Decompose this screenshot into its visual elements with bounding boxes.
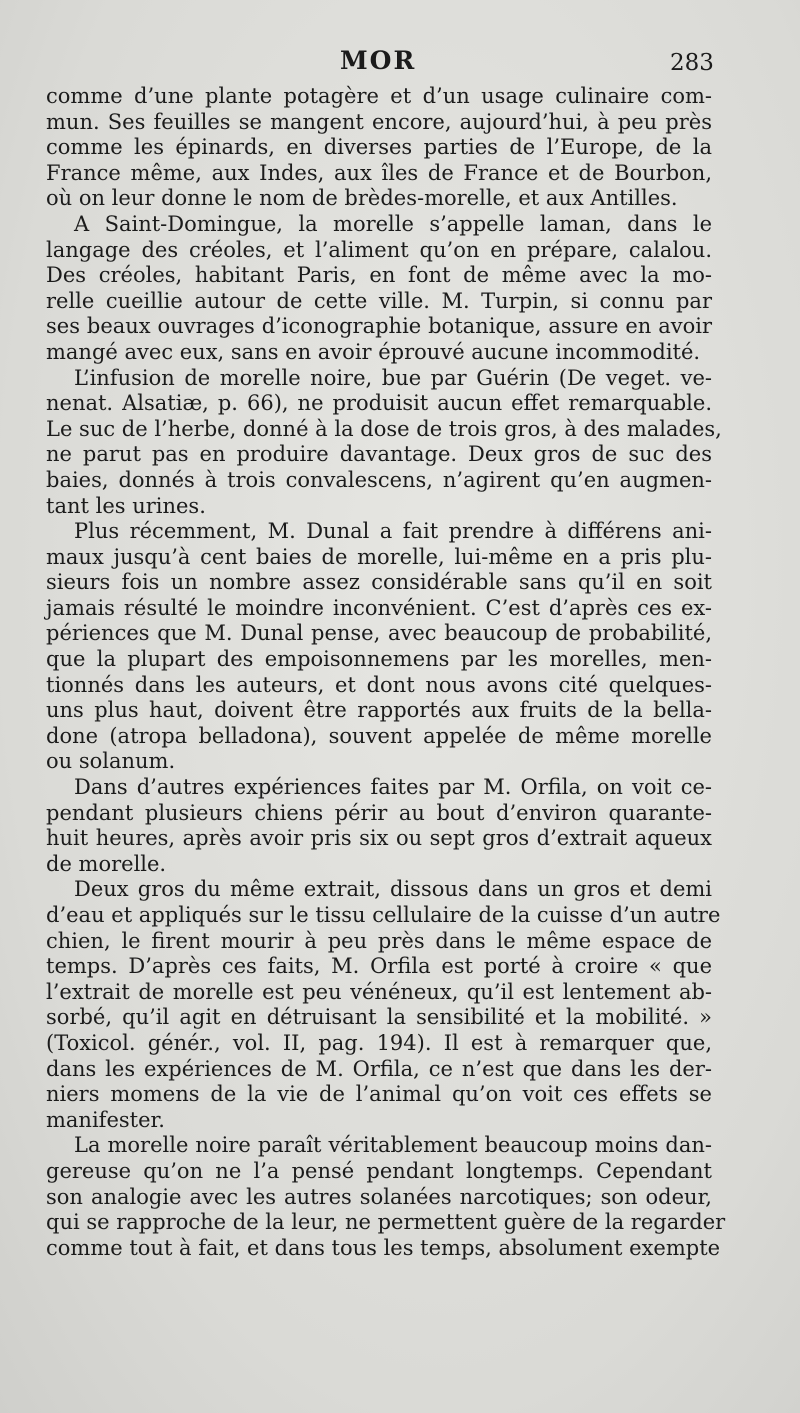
text-line: jamais résulté le moindre inconvénient. C’est d’après ces ex- (46, 595, 712, 620)
text-line: pendant plusieurs chiens périr au bout d’environ quarante- (46, 800, 712, 825)
text-line: gereuse qu’on ne l’a pensé pendant longtemps. Cependant (46, 1158, 712, 1183)
text-line: uns plus haut, doivent être rapportés aux fruits de la bella- (46, 698, 712, 723)
text-line: maux jusqu’à cent baies de morelle, lui-même en a pris plu- (46, 544, 712, 569)
text-line: Plus récemment, M. Dunal a fait prendre à différens ani- (74, 519, 712, 544)
paragraph (46, 775, 712, 877)
body-text (46, 84, 726, 1261)
text-line: mun. Ses feuilles se mangent encore, aujourd’hui, à peu près (46, 109, 712, 134)
text-line: ne parut pas en produire davantage. Deux gros de suc des (46, 442, 712, 467)
text-line: sorbé, qu’il agit en détruisant la sensibilité et la mobilité. » (46, 1005, 712, 1030)
text-line: France même, aux Indes, aux îles de France et de Bourbon, (46, 160, 712, 185)
text-line: que la plupart des empoisonnemens par les morelles, men- (46, 647, 712, 672)
text-line: Deux gros du même extrait, dissous dans un gros et demi (74, 877, 712, 902)
text-line: baies, donnés à trois convalescens, n’agirent qu’en augmen- (46, 467, 712, 492)
text-line: niers momens de la vie de l’animal qu’on voit ces effets se (46, 1082, 712, 1107)
text-line: où on leur donne le nom de brèdes-morelle, et aux Antilles. (46, 186, 678, 211)
page-number: 283 (670, 50, 714, 76)
text-line: Le suc de l’herbe, donné à la dose de trois gros, à des malades, (46, 416, 722, 441)
paragraph (46, 877, 721, 1133)
text-line: Des créoles, habitant Paris, en font de même avec la mo- (46, 263, 712, 288)
text-line: comme tout à fait, et dans tous les temps, absolument exempte (46, 1235, 721, 1260)
text-line: son analogie avec les autres solanées narcotiques; son odeur, (46, 1184, 712, 1209)
text-line: qui se rapproche de la leur, ne permettent guère de la regarder (46, 1210, 726, 1235)
paragraph (46, 519, 712, 775)
running-head (0, 46, 800, 80)
text-line: done (atropa belladona), souvent appelée de même morelle (46, 723, 712, 748)
paragraph (46, 1133, 726, 1261)
text-line: nenat. Alsatiæ, p. 66), ne produisit aucun effet remarquable. (46, 391, 712, 416)
text-line: l’extrait de morelle est peu vénéneux, qu’il est lentement ab- (46, 979, 712, 1004)
text-line: de morelle. (46, 851, 167, 876)
text-line: ses beaux ouvrages d’iconographie botanique, assure en avoir (46, 314, 712, 339)
text-line: d’eau et appliqués sur le tissu cellulaire de la cuisse d’un autre (46, 903, 721, 927)
text-line: La morelle noire paraît véritablement beaucoup moins dan- (74, 1133, 712, 1158)
text-line: (Toxicol. génér., vol. II, pag. 194). Il est à remarquer que, (46, 1030, 712, 1055)
text-line: sieurs fois un nombre assez considérable sans qu’il en soit (46, 570, 712, 595)
running-title: MOR (340, 46, 417, 75)
text-line: périences que M. Dunal pense, avec beaucoup de probabilité, (46, 621, 712, 646)
text-line: Dans d’autres expériences faites par M. Orfila, on voit ce- (74, 775, 712, 800)
text-line: comme les épinards, en diverses parties de l’Europe, de la (46, 135, 712, 160)
text-line: chien, le firent mourir à peu près dans le même espace de (46, 928, 712, 953)
text-line: mangé avec eux, sans en avoir éprouvé aucune incommodité. (46, 339, 701, 364)
text-line: tionnés dans les auteurs, et dont nous avons cité quelques- (46, 672, 712, 697)
text-line: tant les urines. (46, 493, 206, 518)
paragraph (46, 84, 712, 212)
text-line: comme d’une plante potagère et d’un usage culinaire com- (46, 84, 712, 108)
paragraph (46, 212, 712, 366)
text-line: relle cueillie autour de cette ville. M. Turpin, si connu par (46, 288, 712, 313)
text-line: langage des créoles, et l’aliment qu’on en prépare, calalou. (46, 237, 712, 262)
text-line: dans les expériences de M. Orfila, ce n’est que dans les der- (46, 1056, 712, 1081)
paragraph (46, 365, 722, 520)
text-line: huit heures, après avoir pris six ou sept gros d’extrait aqueux (46, 826, 712, 851)
text-line: ou solanum. (46, 749, 176, 774)
text-line: manifester. (46, 1107, 165, 1132)
text-line: A Saint-Domingue, la morelle s’appelle laman, dans le (74, 211, 712, 236)
text-line: temps. D’après ces faits, M. Orfila est porté à croire « que (46, 954, 712, 979)
text-line: L’infusion de morelle noire, bue par Guérin (De veget. ve- (74, 365, 712, 390)
